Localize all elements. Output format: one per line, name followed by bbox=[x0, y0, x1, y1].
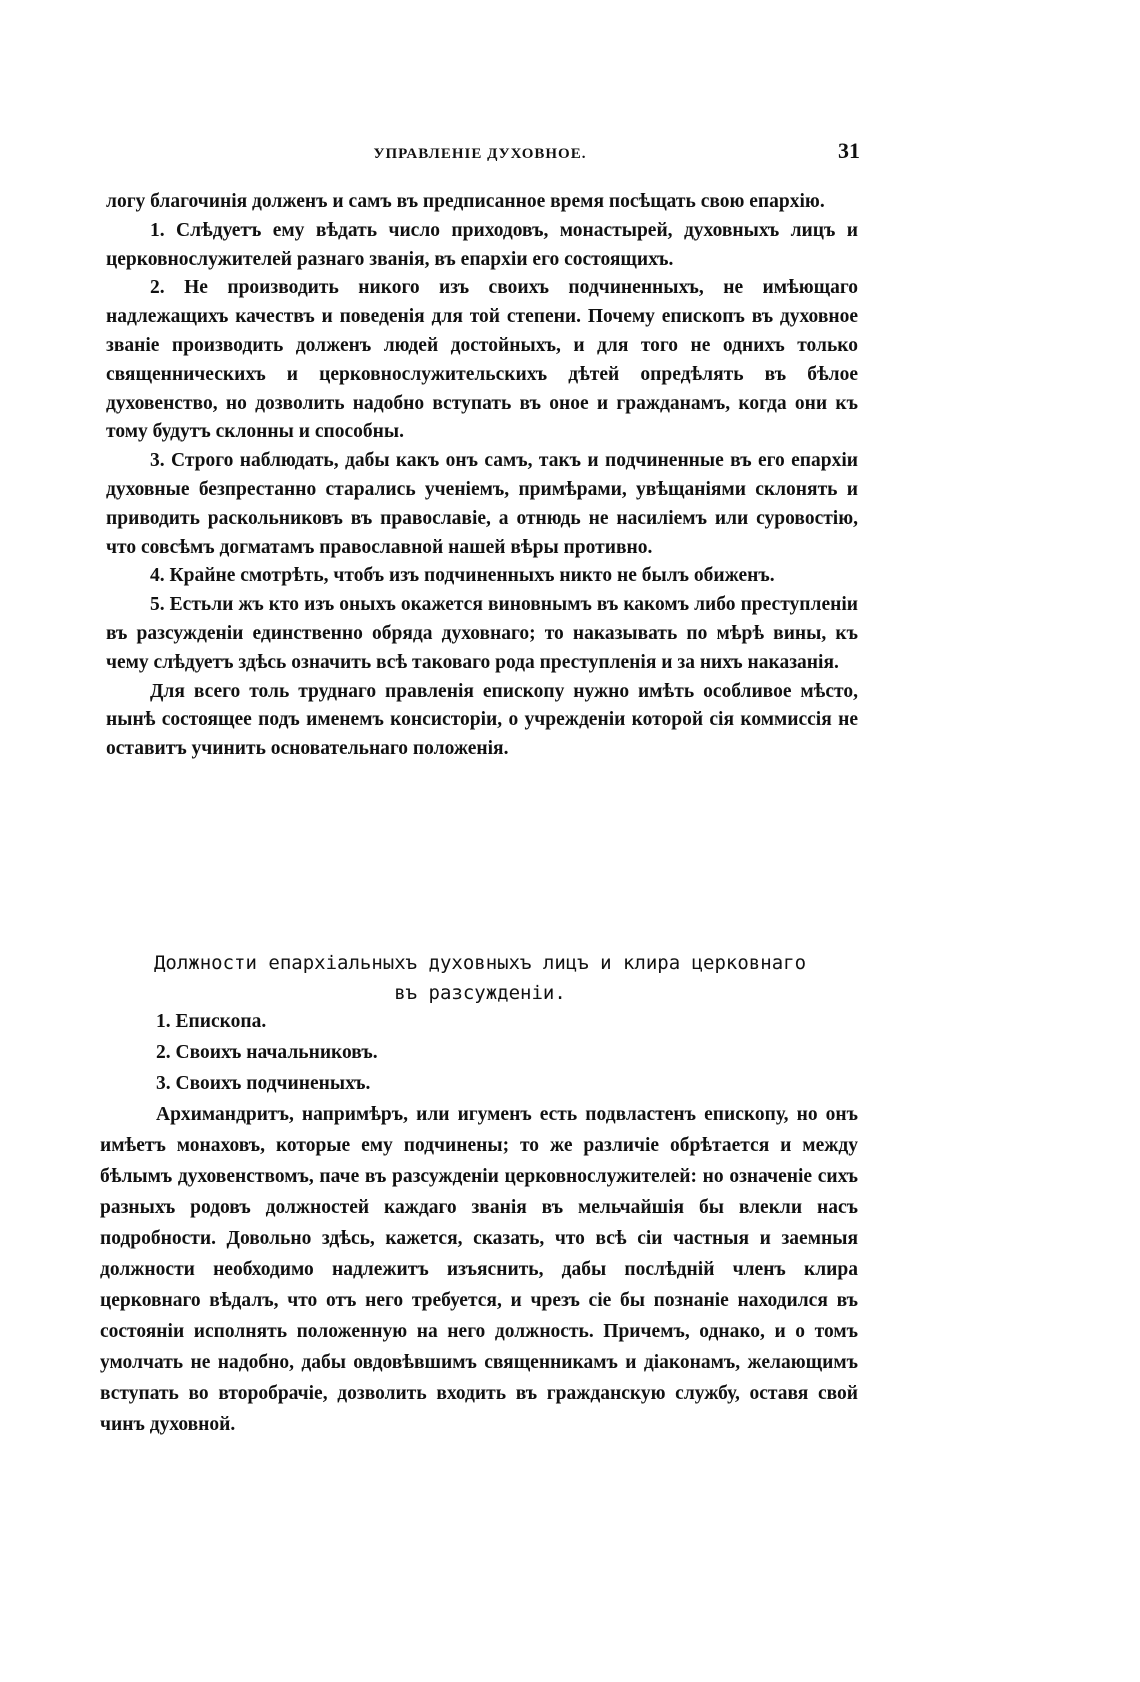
section-heading-line-2: въ разсужденіи. bbox=[394, 982, 566, 1004]
list-item: 2. Своихъ начальниковъ. bbox=[156, 1042, 378, 1063]
paragraph-item-4: 4. Крайне смотрѣть, чтобъ изъ подчиненныхъ никто не былъ обиженъ. bbox=[150, 565, 775, 587]
section-text bbox=[100, 1006, 858, 1440]
running-head bbox=[100, 138, 860, 168]
closing-paragraph: Архимандритъ, напримѣръ, или игуменъ есть подвластенъ епископу, но онъ имѣетъ монаховъ, которые ему подчинены; то же различіе обрѣтается и между бѣлымъ духовенствомъ, паче въ разсужденіи церковнослужителей: но означеніе сихъ разныхъ родовъ должностей каждаго званія въ мельчайшія бы влекли насъ подробности. Довольно здѣсь, кажется, сказать, что всѣ сіи частныя и заемныя должности необходимо надлежитъ изъяснить, дабы послѣдній членъ клира церковнаго вѣдалъ, что отъ него требуется, и чрезъ сіе бы познаніе находился въ состояніи исполнять положенную на него должность. Причемъ, однако, и о томъ умолчать не надобно, дабы овдовѣвшимъ священникамъ и діаконамъ, желающимъ вступать во второбрачіе, дозволить входить въ гражданскую службу, оставя свой чинъ духовной. bbox=[100, 1104, 858, 1435]
running-title: УПРАВЛЕНІЕ ДУХОВНОЕ. bbox=[373, 146, 587, 162]
section-heading-line-1: Должности епархіальныхъ духовныхъ лицъ и клира церковнаго bbox=[153, 952, 807, 974]
main-text bbox=[106, 188, 858, 764]
paragraph-item-5: 5. Естьли жъ кто изъ оныхъ окажется виновнымъ въ какомъ либо преступленіи въ разсужденіи единственно обряда духовнаго; то наказывать по мѣрѣ вины, къ чему слѣдуетъ здѣсь означить всѣ таковаго рода преступленія и за нихъ наказанія. bbox=[106, 594, 858, 673]
page-number: 31 bbox=[838, 138, 860, 163]
section-heading bbox=[100, 948, 860, 1008]
list-item: 3. Своихъ подчиненыхъ. bbox=[156, 1073, 371, 1094]
paragraph-consistory: Для всего толь труднаго правленія епископу нужно имѣть особливое мѣсто, нынѣ состоящее подъ именемъ консисторіи, о учрежденіи которой сія коммиссія не оставитъ учинить основательнаго положенія. bbox=[106, 680, 858, 760]
list-item: 1. Епископа. bbox=[156, 1011, 267, 1032]
paragraph-item-1: 1. Слѣдуетъ ему вѣдать число приходовъ, монастырей, духовныхъ лицъ и церковнослужителей разнаго званія, въ епархіи его состоящихъ. bbox=[106, 219, 858, 270]
paragraph-item-3: 3. Строго наблюдать, дабы какъ онъ самъ, такъ и подчиненные въ его епархіи духовные безпрестанно старались ученіемъ, примѣрами, увѣщаніями склонять и приводить раскольниковъ въ православіе, а отнюдь не насиліемъ или суровостію, что совсѣмъ догматамъ православной нашей вѣры противно. bbox=[106, 450, 858, 558]
paragraph-continuation: логу благочинія долженъ и самъ въ предписанное время посѣщать свою епархію. bbox=[106, 191, 825, 212]
paragraph-item-2: 2. Не производить никого изъ своихъ подчиненныхъ, не имѣющаго надлежащихъ качествъ и поведенія для той степени. Почему епископъ въ духовное званіе производить долженъ людей достойныхъ, и для того не однихъ только священническихъ и церковнослужительскихъ дѣтей опредѣлять въ бѣлое духовенство, но дозволить надобно вступать въ оное и гражданамъ, когда они къ тому будутъ склонны и способны. bbox=[106, 277, 858, 443]
